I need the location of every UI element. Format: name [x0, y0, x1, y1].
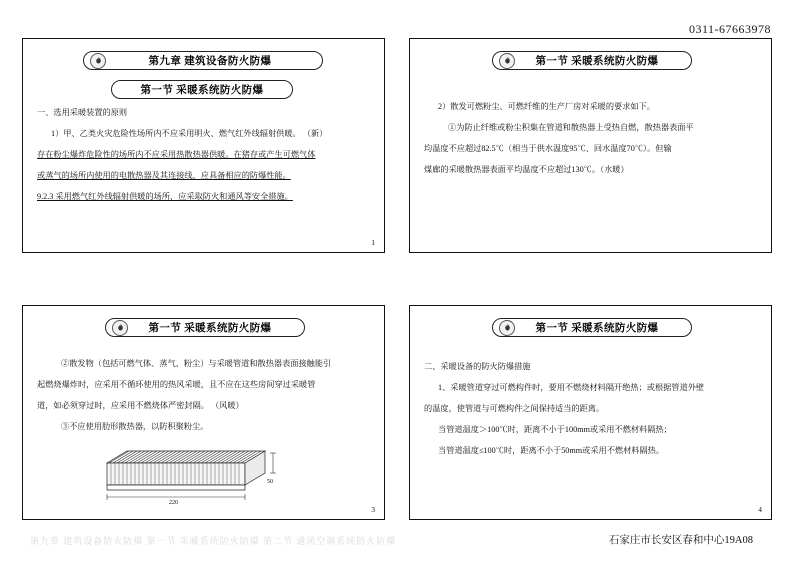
slide-1[interactable]: [22, 38, 385, 253]
page-footer: [0, 525, 793, 553]
paragraph: 道，如必须穿过时，应采用不燃烧体严密封隔。 （风暖）: [37, 400, 244, 410]
footer-address: 石家庄市长安区春和中心19A08: [608, 535, 753, 546]
paragraph: 当管道温度≤100℃时，距离不小于50mm或采用不燃材料隔热。: [438, 445, 665, 455]
slide-number: 4: [758, 505, 762, 514]
paragraph: 1）甲、乙类火灾危险性场所内不应采用明火、燃气红外线辐射供暖。 （新）: [51, 128, 328, 138]
paragraph: 1、采暖管道穿过可燃构件时，要用不燃烧材料隔开绝热；或根据管道外壁: [438, 382, 705, 392]
paragraph: 或蒸气的场所内使用的电散热器及其连接线，应具备相应的防爆性能。: [37, 170, 291, 180]
paragraph: 存在粉尘爆炸危险性的场所内不应采用热散热器供暖。在猪存或产生可燃气体: [37, 149, 316, 159]
slides-grid: [22, 38, 772, 516]
paragraph: 的温度，使管道与可燃构件之间保持适当的距离。: [424, 403, 605, 413]
flame-icon: [90, 53, 106, 69]
paragraph: 9.2.3 采用燃气红外线辐射供暖的场所，应采取防火和通风等安全措施。: [37, 191, 293, 201]
section-title-box: [492, 51, 692, 70]
phone-number: 0311-67663978: [688, 22, 771, 36]
slide-number: 3: [371, 505, 375, 514]
chapter-title-box: [83, 51, 323, 70]
slide-3-body: [37, 358, 372, 442]
slide-2[interactable]: [409, 38, 772, 253]
slide-2-body: [424, 101, 759, 185]
finned-heatsink-diagram: [105, 443, 280, 505]
section-title-box: [492, 318, 692, 337]
paragraph: 二、采暖设备的防火防爆措施: [424, 362, 531, 371]
paragraph: 起燃烧爆炸时，应采用不循环使用的热风采暖，且不应在这些房间穿过采暖管: [37, 379, 316, 389]
slide-4-body: [424, 361, 759, 465]
dimension-side-label: 50: [267, 479, 273, 485]
paragraph: ③不应使用肋形散热器，以防积聚粉尘。: [61, 421, 209, 431]
slide-1-body: [37, 107, 372, 211]
paragraph: 2）散发可燃粉尘、可燃纤维的生产厂房对采暖的要求如下。: [438, 102, 655, 111]
section-title-text: 第一节 采暖系统防火防爆: [535, 56, 659, 67]
slide-4[interactable]: [409, 305, 772, 520]
chapter-title-text: 第九章 建筑设备防火防爆: [148, 56, 272, 67]
flame-icon: [499, 320, 515, 336]
paragraph: 均温度不应超过82.5℃（相当于供水温度95℃、回水温度70℃）。但输: [424, 143, 672, 153]
slide-3[interactable]: [22, 305, 385, 520]
section-title-text: 第一节 采暖系统防火防爆: [148, 323, 272, 334]
paragraph: ①为防止纤维或粉尘积集在管道和散热器上受热自燃，散热器表面平: [448, 122, 694, 132]
paragraph: 一、选用采暖装置的原则: [37, 108, 128, 117]
footer-watermark: 第九章 建筑设备防火防爆 第一节 采暖系统防火防爆 第二节 通风空调系统防火防爆: [30, 536, 397, 546]
paragraph: 当管道温度＞100℃时，距离不小于100mm或采用不燃材料隔热；: [438, 424, 672, 434]
section-title-text: 第一节 采暖系统防火防爆: [140, 85, 264, 96]
paragraph: 煤廊的采暖散热器表面平均温度不应超过130℃。（水暖）: [424, 164, 629, 174]
section-title-text: 第一节 采暖系统防火防爆: [535, 323, 659, 334]
slide-number: 1: [371, 238, 375, 247]
paragraph: ②散发物（包括可燃气体、蒸气、粉尘）与采暖管道和散热器表面接触能引: [61, 359, 332, 368]
section-title-box: [111, 80, 293, 99]
flame-icon: [499, 53, 515, 69]
dimension-bottom-label: 220: [169, 500, 178, 505]
section-title-box: [105, 318, 305, 337]
flame-icon: [112, 320, 128, 336]
